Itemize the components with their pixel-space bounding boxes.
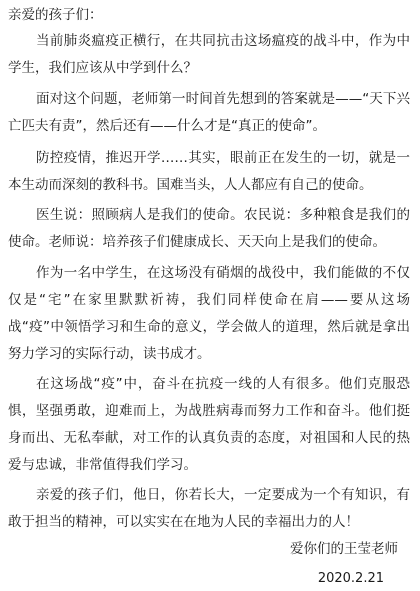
paragraph-1: 当前肺炎瘟疫正横行，在共同抗击这场瘟疫的战斗中，作为中学生，我们应该从中学到什么？ bbox=[8, 33, 410, 76]
paragraph-5: 作为一名中学生，在这场没有硝烟的战役中，我们能做的不仅仅是“宅”在家里默默祈祷，我们同样使命在肩——要从这场战“疫”中领悟学习和生命的意义，学会做人的道理，然后就是拿出努力学习的实际行动，读书成才。 bbox=[8, 265, 410, 362]
paragraph-2: 面对这个问题，老师第一时间首先想到的答案就是——“天下兴亡匹夫有责”，然后还有——什么才是“真正的使命”。 bbox=[8, 91, 410, 134]
paragraph-4: 医生说：照顾病人是我们的使命。农民说：多种粮食是我们的使命。老师说：培养孩子们健康成长、天天向上是我们的使命。 bbox=[8, 207, 410, 250]
paragraph-3: 防控疫情，推迟开学……其实，眼前正在发生的一切，就是一本生动而深刻的教科书。国难当头，人人都应有自己的使命。 bbox=[8, 150, 410, 193]
paragraph-7: 亲爱的孩子们，他日，你若长大，一定要成为一个有知识，有敢于担当的精神，可以实实在在地为人民的幸福出力的人！ bbox=[8, 487, 410, 530]
letter-signature: 爱你们的王莹老师 bbox=[290, 541, 398, 557]
letter-date: 2020.2.21 bbox=[317, 571, 384, 586]
letter-greeting: 亲爱的孩子们： bbox=[8, 7, 103, 23]
paragraph-6: 在这场战“疫”中，奋斗在抗疫一线的人有很多。他们克服恐惧，坚强勇敢，迎难而上，为战胜病毒而努力工作和奋斗。他们挺身而出、无私奉献，对工作的认真负责的态度，对祖国和人民的热爱与忠诚，非常值得我们学习。 bbox=[8, 376, 410, 473]
